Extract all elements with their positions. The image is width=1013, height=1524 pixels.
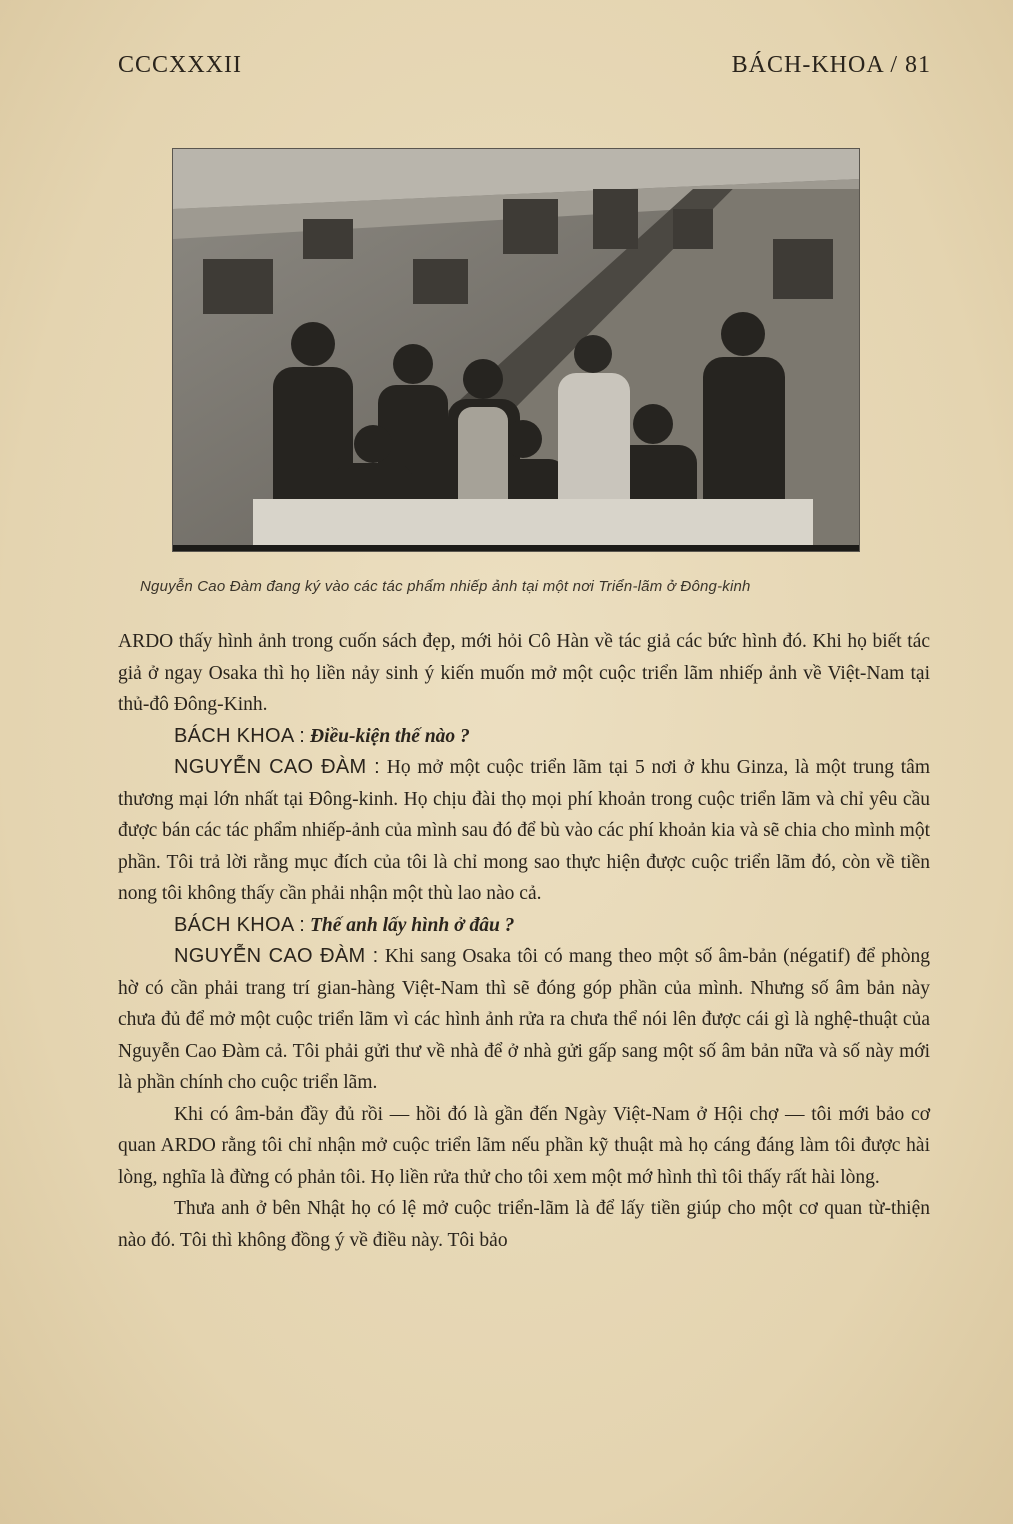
question-text: Thế anh lấy hình ở đâu ?: [310, 914, 515, 936]
answer-text: Khi sang Osaka tôi có mang theo một số âm-bản (négatif) để phòng hờ có cần phải trang trí gian-hàng Việt-Nam thì sẽ đóng góp phần của mình. Nhưng số âm bản này chưa đủ để mở một cuộc triển lãm vì các hình ảnh rửa ra chưa thể nói lên được cái gì là nghệ-thuật của Nguyễn Cao Đàm cả. Tôi phải gửi thư về nhà để ở nhà gửi gấp sang một số âm bản nữa và số này mới là phần chính cho cuộc triển lãm.: [118, 946, 930, 1093]
answer-text: Họ mở một cuộc triển lãm tại 5 nơi ở khu Ginza, là một trung tâm thương mại lớn nhất tại Đông-kinh. Họ chịu đài thọ mọi phí khoản trong cuộc triển lãm và chỉ yêu cầu được bán các tác phẩm nhiếp-ảnh của mình sau đó để bù vào các phí khoản kia và sẽ chia cho mình một phần. Tôi trả lời rằng mục đích của tôi là chỉ mong sao thực hiện được cuộc triển lãm đó, còn về tiền nong tôi không thấy cần phải nhận một thù lao nào cả.: [118, 757, 931, 904]
speaker-label: BÁCH KHOA :: [174, 913, 306, 936]
article-body: [118, 626, 930, 1256]
question-text: Điều-kiện thế nào ?: [310, 725, 470, 747]
paragraph: ARDO thấy hình ảnh trong cuốn sách đẹp, mới hỏi Cô Hàn về tác giả các bức hình đó. Khi họ biết tác giả ở ngay Osaka thì họ liền nảy sinh ý kiến muốn mở một cuộc triển lãm nhiếp ảnh về Việt-Nam tại thủ-đô Đông-Kinh.: [118, 631, 930, 715]
interview-question: [118, 721, 930, 753]
issue-number: CCCXXXII: [118, 52, 243, 78]
paragraph: Thưa anh ở bên Nhật họ có lệ mở cuộc triển-lãm là để lấy tiền giúp cho một cơ quan từ-thiện nào đó. Tôi thì không đồng ý về điều này. Tôi bảo: [118, 1198, 930, 1251]
magazine-title-page-number: BÁCH-KHOA / 81: [731, 52, 931, 78]
group-photo-image: [172, 148, 860, 552]
paragraph: Khi có âm-bản đầy đủ rồi — hồi đó là gần đến Ngày Việt-Nam ở Hội chợ — tôi mới bảo cơ quan ARDO rằng tôi chỉ nhận mở cuộc triển lãm nếu phần kỹ thuật mà họ cáng đáng làm tôi được hài lòng, nghĩa là đừng có phản tôi. Họ liền rửa thử cho tôi xem một mớ hình thì tôi thấy rất hài lòng.: [118, 1103, 930, 1188]
interview-answer: [118, 752, 930, 910]
interview-answer: [118, 941, 930, 1099]
page-header: [118, 52, 931, 92]
speaker-label: BÁCH KHOA :: [174, 724, 306, 747]
photo-caption: Nguyễn Cao Đàm đang ký vào các tác phẩm nhiếp ảnh tại một nơi Triển-lãm ở Đông-kinh: [140, 578, 751, 595]
interview-question: [118, 910, 930, 942]
speaker-label: NGUYỄN CAO ĐÀM :: [174, 756, 381, 778]
speaker-label: NGUYỄN CAO ĐÀM :: [174, 945, 379, 967]
